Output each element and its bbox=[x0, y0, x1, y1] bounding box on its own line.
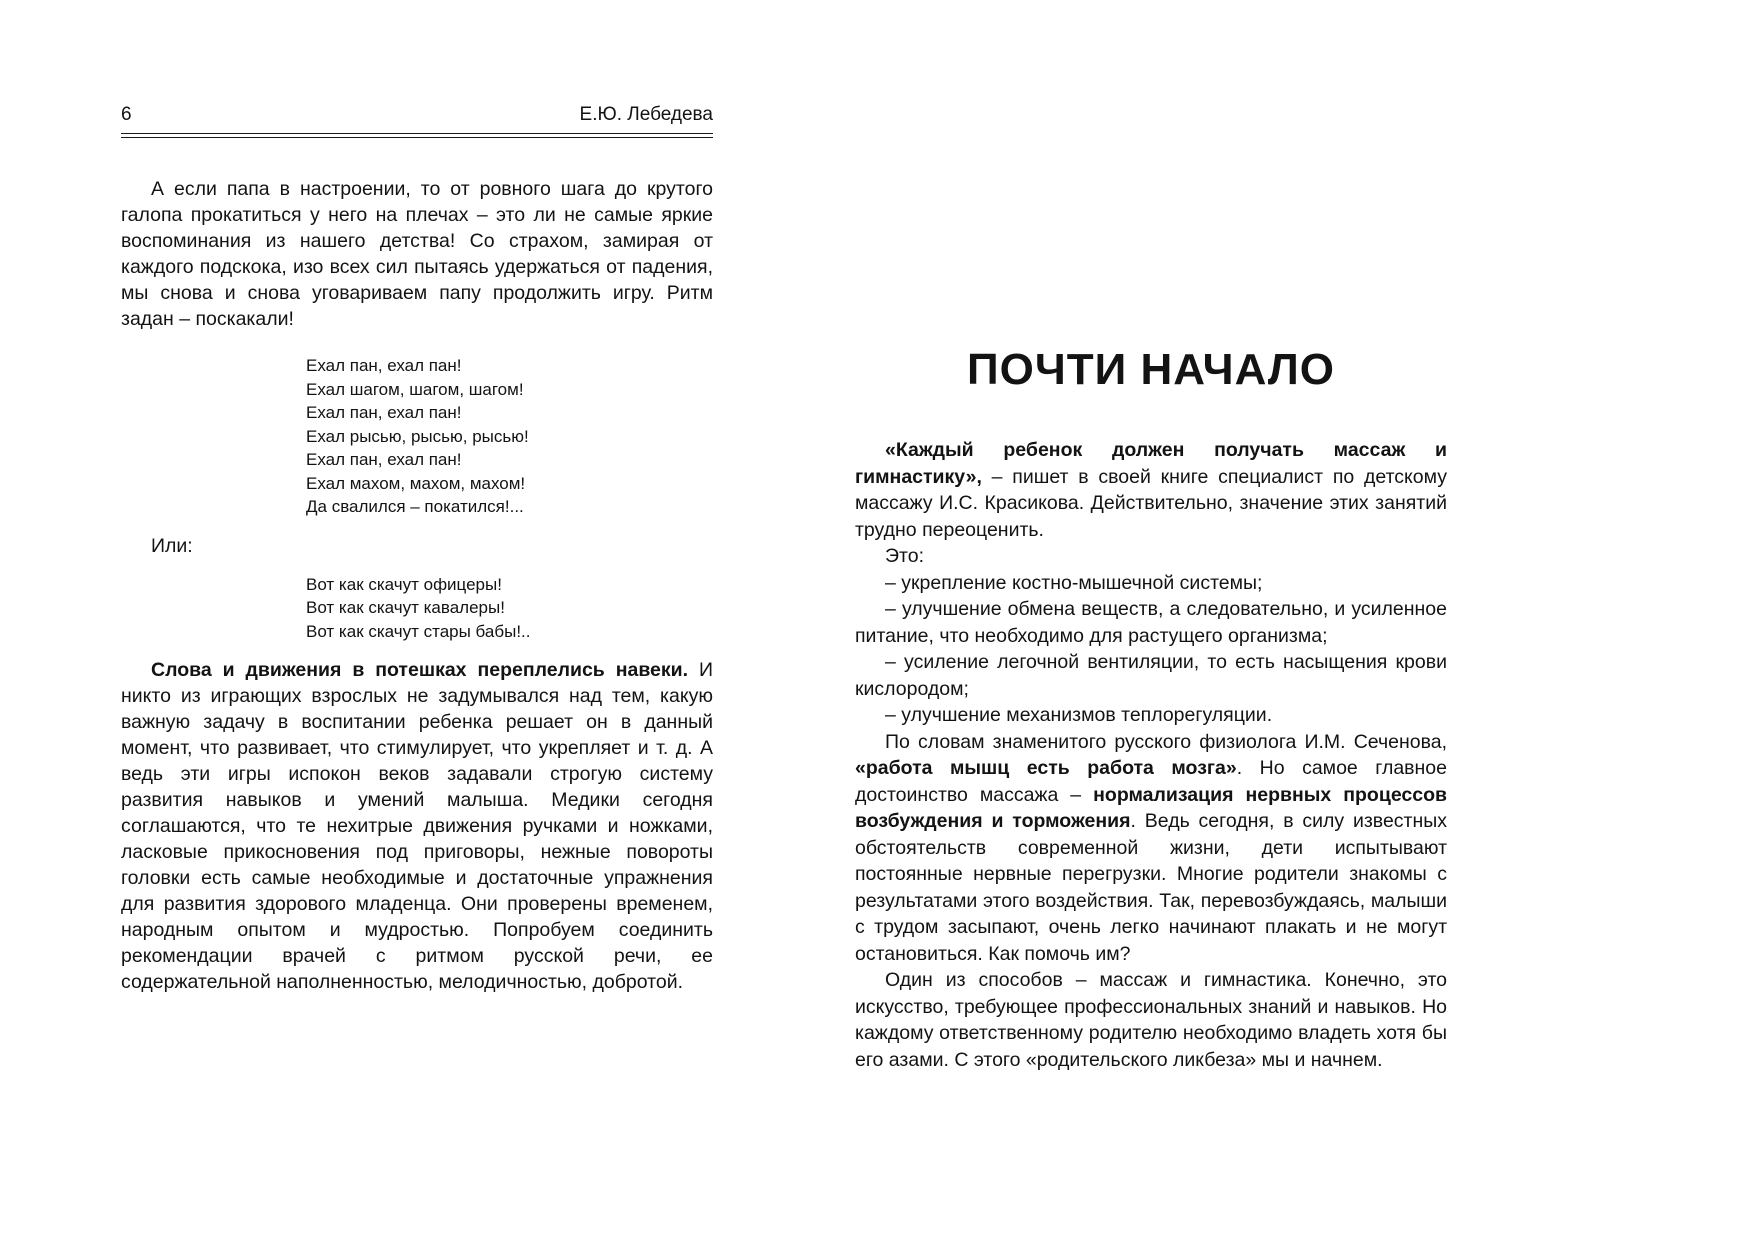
paragraph bbox=[855, 437, 1447, 543]
list-intro: Это: bbox=[885, 545, 924, 567]
left-page-header bbox=[121, 104, 713, 133]
list-item: – улучшение механизмов теплорегуляции. bbox=[885, 704, 1273, 726]
verse-line: Вот как скачут стары бабы!.. bbox=[306, 621, 531, 641]
text-run: И никто из играющих взрослых не задумывался над тем, какую важную задачу в воспитании ребенка решает он в данный момент, что развивает, что стимулирует, что укрепляет и т. д. А ведь эти игры испокон веков задавали строгую систему развития навыков и умений малыша. Медики сегодня соглашаются, что те нехитрые движения ручками и ножками, ласковые прикосновения под приговоры, нежные повороты головки есть самые необходимые и достаточные упражнения для развития здорового младенца. Они проверены временем, народным опытом и мудростью. Попробуем соединить рекомендации врачей с ритмом русской речи, ее содержательной наполненностью, мелодичностью, добротой. bbox=[121, 659, 713, 993]
right-page-body bbox=[855, 437, 1447, 1073]
verse-line: Вот как скачут офицеры! bbox=[306, 574, 502, 594]
header-rule bbox=[121, 133, 713, 138]
verse-block bbox=[306, 573, 713, 644]
or-label: Или: bbox=[151, 534, 193, 557]
running-head: Е.Ю. Лебедева bbox=[579, 104, 713, 125]
list-item: – улучшение обмена веществ, а следовательно, и усиленное питание, что необходимо для растущего организма; bbox=[855, 598, 1447, 647]
paragraph: Один из способов – массаж и гимнастика. Конечно, это искусство, требующее профессиональных знаний и навыков. Но каждому ответственному родителю необходимо владеть хотя бы его азами. С этого «родительского ликбеза» мы и начнем. bbox=[855, 969, 1447, 1071]
right-page bbox=[855, 345, 1447, 1073]
paragraph: А если папа в настроении, то от ровного шага до крутого галопа прокатиться у него на плечах – это ли не самые яркие воспоминания из нашего детства! Со страхом, замирая от каждого подскока, изо всех сил пытаясь удержаться от падения, мы снова и снова уговариваем папу продолжить игру. Ритм задан – поскакали! bbox=[121, 178, 713, 330]
verse-line: Да свалился – покатился!... bbox=[306, 497, 524, 516]
verse-line: Ехал рысью, рысью, рысью! bbox=[306, 426, 529, 446]
left-page bbox=[121, 104, 713, 995]
list-item: – усиление легочной вентиляции, то есть насыщения крови кислородом; bbox=[855, 651, 1447, 700]
chapter-title: ПОЧТИ НАЧАЛО bbox=[966, 345, 1336, 394]
text-run: . Ведь сегодня, в силу известных обстоятельств современной жизни, дети испытывают постоянные нервные перегрузки. Многие родители знакомы с результатами этого воздействия. Так, перевозбуждаясь, малыши с трудом засыпают, очень легко начинают плакать и не могут остановиться. Как помочь им? bbox=[855, 810, 1448, 965]
page-number: 6 bbox=[121, 104, 132, 125]
text-run: . Но самое главное достоинство массажа – bbox=[855, 757, 1447, 806]
bold-run: Слова и движения в потешках переплелись навеки. bbox=[151, 659, 689, 681]
paragraph bbox=[121, 657, 713, 995]
bold-run: нормализация нервных процессов возбуждения и торможения bbox=[855, 783, 1448, 832]
bold-run: «Каждый ребенок должен получать массаж и гимнастику», bbox=[855, 439, 1447, 488]
left-page-body bbox=[121, 176, 713, 995]
paragraph bbox=[855, 729, 1447, 968]
verse-block bbox=[306, 354, 713, 519]
bold-run: «работа мышц есть работа мозга» bbox=[855, 757, 1237, 779]
list-item: – укрепление костно-мышечной системы; bbox=[885, 571, 1263, 594]
verse-line: Ехал пан, ехал пан! bbox=[306, 356, 462, 375]
text-run: По словам знаменитого русского физиолога И.М. Сеченова, bbox=[885, 730, 1447, 753]
verse-line: Ехал пан, ехал пан! bbox=[306, 403, 462, 422]
text-run: – пишет в своей книге специалист по детскому массажу И.С. Красикова. Действительно, значение этих занятий трудно переоценить. bbox=[855, 465, 1447, 541]
verse-line: Ехал шагом, шагом, шагом! bbox=[306, 379, 524, 399]
verse-line: Вот как скачут кавалеры! bbox=[306, 598, 505, 617]
verse-line: Ехал пан, ехал пан! bbox=[306, 450, 462, 469]
verse-line: Ехал махом, махом, махом! bbox=[306, 473, 526, 493]
